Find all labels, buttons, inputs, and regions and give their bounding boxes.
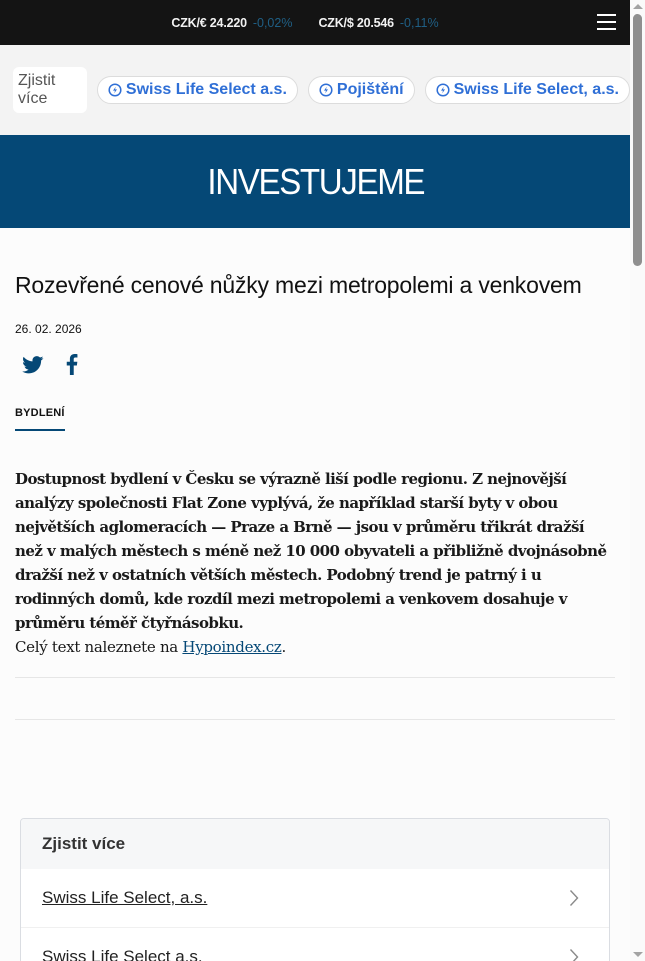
chip-label: Swiss Life Select, a.s. [453,81,619,98]
ticker-item-usd [318,16,438,30]
chevron-right-icon [569,889,579,907]
learn-more-title: Zjistit více [21,819,609,869]
chip-swiss-life-select-as[interactable] [425,76,630,104]
learn-more-item-label: Swiss Life Select, a.s. [42,888,208,907]
category-tag[interactable]: BYDLENÍ [15,407,65,431]
source-link[interactable]: Hypoindex.cz [182,638,282,656]
lightning-circle-icon [436,83,450,97]
currency-ticker [0,0,630,45]
article-title: Rozevřené cenové nůžky mezi metropolemi a venkovem [15,272,582,298]
hamburger-icon[interactable] [597,14,616,30]
ticker-item-eur [171,16,292,30]
chip-label: Pojištění [336,81,404,98]
source-note [15,635,615,659]
learn-more-item[interactable] [21,928,609,961]
learn-more-item[interactable] [21,869,609,928]
scrollbar-thumb[interactable] [633,14,642,266]
topic-chips-bar [0,45,630,135]
learn-more-box [20,818,610,961]
lightning-circle-icon [108,83,122,97]
article-header [0,268,630,431]
article-date: 26. 02. 2026 [15,322,82,336]
ticker-pair: CZK/$ 20.546 [318,15,394,30]
ticker-pair: CZK/€ 24.220 [171,15,247,30]
source-suffix: . [281,638,286,656]
twitter-icon[interactable] [22,356,44,374]
divider [15,677,615,678]
chip-swiss-life-select[interactable] [97,76,298,104]
chip-pojisteni[interactable] [308,76,415,104]
learn-more-item-label: Swiss Life Select a.s. [42,947,203,961]
vertical-scrollbar[interactable] [630,0,645,961]
brand-header [0,135,630,228]
chip-label: Swiss Life Select a.s. [125,81,287,98]
facebook-icon[interactable] [66,354,78,375]
scroll-down-arrow-icon[interactable] [633,952,643,957]
divider [15,719,615,720]
lightning-circle-icon [319,83,333,97]
ticker-change: -0,02% [252,15,293,30]
share-buttons [15,354,615,375]
chips-label: Zjistit více [13,67,87,113]
chevron-right-icon [569,948,579,961]
article-lead: Dostupnost bydlení v Česku se výrazně liší podle regionu. Z nejnovější analýzy společnosti Flat Zone vyplývá, že například starší byty v obou největších aglomeracích — Praze a Brně — jsou v průměru třikrát dražší než v malých městech s méně než 10 000 obyvateli a přibližně dvojnásobně dražší než v ostatních větších městech. Podobný trend je patrný i u rodinných domů, kde rozdíl mezi metropolemi a venkovem dosahuje v průměru téměř čtyřnásobku. [15,470,607,632]
source-prefix: Celý text naleznete na [15,638,183,656]
article-body [0,467,630,659]
scroll-up-arrow-icon[interactable] [633,4,643,9]
site-logo[interactable]: INVESTUJEME [207,160,425,202]
ticker-change: -0,11% [399,15,439,30]
